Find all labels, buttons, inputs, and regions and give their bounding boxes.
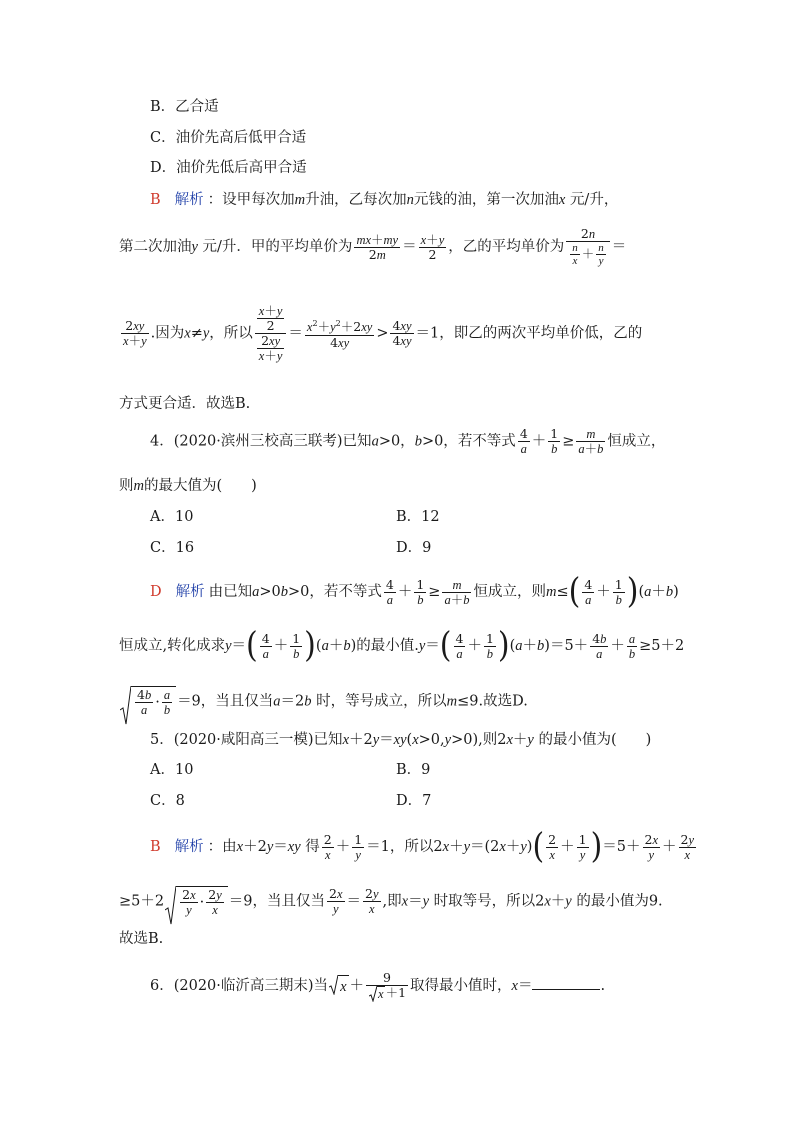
solution-4-line-1: D 解析 由已知a>0b>0，若不等式 $\frac{4}{a}$ ＋ $\frac{1}{b}$ ≥ $\frac{m}{a+b}$ 恒成立，则m≤( $\frac{4}{a}$ ＋ $\frac{1}{b}$ )(a＋b) (150, 571, 679, 612)
answer-letter: B (150, 192, 161, 208)
solution-3-line-3: $\frac{2xy}{x+y}$ .因为x≠y，所以 $\frac{\frac{x+y}{2}}{\frac{2xy}{x+y}}$ ＝ $\frac{x^2+y^2+2xy}{4xy}$ > $\frac{4xy}{4xy}$ ＝1，即乙的两次平均单价低，乙的 (123, 303, 643, 363)
solution-5-line-2: ≥5＋2 $\frac{2x}{y}$ · $\frac{2y}{x}$ ＝9，当且仅当 $\frac{2x}{y}$ ＝ $\frac{2y}{x}$ ,即x＝y 时取等号，所以2x＋y 的最小值为9. (119, 886, 663, 917)
solution-label: 解析 (174, 192, 204, 208)
question-4-option-a: A．10 (150, 509, 194, 525)
question-6-stem: 6．(2020·临沂高三期末)当 x ＋ $\frac{9}{x +1}$ 取得最小值时，x＝ . (150, 970, 606, 1001)
option-c-prev: C．油价先高后低甲合适 (150, 130, 307, 146)
question-4-stem: 4．(2020·滨州三校高三联考)已知a>0，b>0，若不等式 $\frac{4}{a}$ ＋ $\frac{1}{b}$ ≥ $\frac{m}{a+b}$ 恒成立， (150, 426, 666, 456)
solution-5-line-1: B 解析 ：由x＋2y＝xy 得 $\frac{2}{x}$ ＋ $\frac{1}{y}$ ＝1，所以2x＋y＝(2x＋y)( $\frac{2}{x}$ ＋ $\frac{1}{y}$ )＝5＋ $\frac{2x}{y}$ ＋ $\frac{2y}{x}$ (150, 826, 695, 867)
question-5-option-b: B．9 (396, 762, 431, 778)
question-5-option-d: D．7 (396, 793, 432, 809)
question-5-option-c: C．8 (150, 793, 185, 809)
question-5-stem: 5．(2020·咸阳高三一模)已知x＋2y＝xy(x>0,y>0),则2x＋y 的最小值为( ) (150, 732, 652, 748)
question-4-option-d: D．9 (396, 540, 432, 556)
question-4-option-b: B．12 (396, 509, 440, 525)
solution-3-line-4: 方式更合适．故选B. (119, 396, 251, 412)
solution-3-line-2: 第二次加油y 元/升．甲的平均单价为 $\frac{mx+my}{2m}$ ＝ $\frac{x+y}{2}$ ，乙的平均单价为 2n $\frac{n}{x}$ ＋ $\frac{n}{y}$ ＝ (119, 226, 627, 267)
option-b-prev: B．乙合适 (150, 99, 219, 115)
solution-4-line-3: $\frac{4b}{a}$ · $\frac{a}{b}$ ＝9，当且仅当a＝2b 时，等号成立，所以m≤9.故选D. (119, 686, 528, 717)
question-4-stem-2: 则m的最大值为( ) (119, 478, 257, 494)
question-4-option-c: C．16 (150, 540, 195, 556)
solution-5-line-3: 故选B. (119, 931, 164, 947)
option-d-prev: D．油价先低后高甲合适 (150, 160, 307, 176)
answer-blank[interactable] (532, 975, 600, 990)
solution-4-line-2: 恒成立,转化成求y＝( $\frac{4}{a}$ ＋ $\frac{1}{b}$ )(a＋b)的最小值.y＝( $\frac{4}{a}$ ＋ $\frac{1}{b}$ )(a＋b)＝5＋ $\frac{4b}{a}$ ＋ $\frac{a}{b}$ ≥5＋2 (119, 625, 685, 666)
solution-3-line-1: B 解析 ：设甲每次加m升油，乙每次加n元钱的油，第一次加油x 元/升， (150, 192, 619, 208)
question-5-option-a: A．10 (150, 762, 194, 778)
